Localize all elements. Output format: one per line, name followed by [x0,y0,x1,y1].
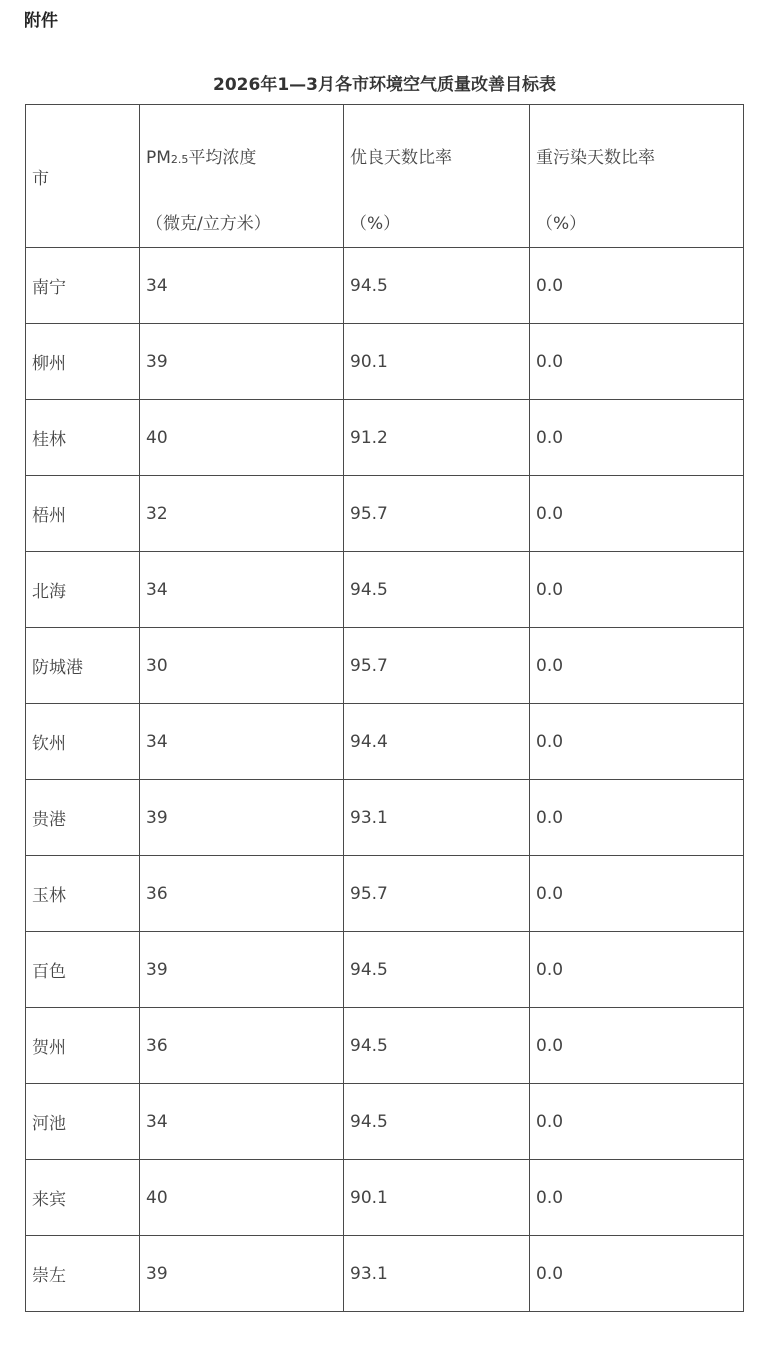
table-row [26,1084,744,1160]
cell-heavy-ratio: 0.0 [530,1008,744,1084]
table-row [26,324,744,400]
header-heavy-days [530,105,744,248]
header-pm25-prefix: PM [146,148,171,168]
header-heavy-days-title: 重污染天数比率 [536,148,655,168]
table-row [26,932,744,1008]
cell-good-ratio: 93.1 [344,780,530,856]
cell-pm25: 36 [140,1008,344,1084]
cell-good-ratio: 90.1 [344,324,530,400]
header-good-days-title: 优良天数比率 [350,148,452,168]
cell-heavy-ratio: 0.0 [530,932,744,1008]
cell-city: 来宾 [26,1160,140,1236]
cell-pm25: 34 [140,1084,344,1160]
cell-city: 南宁 [26,248,140,324]
cell-heavy-ratio: 0.0 [530,400,744,476]
table-row [26,248,744,324]
cell-heavy-ratio: 0.0 [530,856,744,932]
cell-city: 钦州 [26,704,140,780]
table-row [26,552,744,628]
table-row [26,1160,744,1236]
cell-pm25: 34 [140,248,344,324]
cell-heavy-ratio: 0.0 [530,476,744,552]
cell-heavy-ratio: 0.0 [530,1160,744,1236]
cell-pm25: 40 [140,1160,344,1236]
cell-heavy-ratio: 0.0 [530,248,744,324]
cell-heavy-ratio: 0.0 [530,324,744,400]
cell-pm25: 39 [140,780,344,856]
cell-good-ratio: 94.5 [344,1008,530,1084]
table-row [26,1236,744,1312]
cell-city: 河池 [26,1084,140,1160]
header-pm25-title [146,143,256,168]
cell-city: 防城港 [26,628,140,704]
cell-city: 梧州 [26,476,140,552]
cell-pm25: 39 [140,932,344,1008]
cell-pm25: 34 [140,704,344,780]
cell-pm25: 39 [140,324,344,400]
cell-city: 崇左 [26,1236,140,1312]
cell-heavy-ratio: 0.0 [530,628,744,704]
cell-good-ratio: 94.4 [344,704,530,780]
header-good-days [344,105,530,248]
cell-heavy-ratio: 0.0 [530,552,744,628]
attachment-label: 附件 [24,11,58,31]
cell-good-ratio: 91.2 [344,400,530,476]
cell-pm25: 40 [140,400,344,476]
cell-good-ratio: 94.5 [344,932,530,1008]
cell-city: 百色 [26,932,140,1008]
cell-city: 贵港 [26,780,140,856]
table-row [26,704,744,780]
cell-pm25: 30 [140,628,344,704]
table-row [26,476,744,552]
table-header-row [26,105,744,248]
cell-heavy-ratio: 0.0 [530,704,744,780]
cell-pm25: 32 [140,476,344,552]
cell-city: 北海 [26,552,140,628]
cell-good-ratio: 90.1 [344,1160,530,1236]
cell-heavy-ratio: 0.0 [530,1236,744,1312]
header-heavy-days-unit: （%） [536,214,587,234]
cell-good-ratio: 93.1 [344,1236,530,1312]
cell-heavy-ratio: 0.0 [530,780,744,856]
header-pm25-suffix: 平均浓度 [188,148,257,168]
cell-good-ratio: 94.5 [344,1084,530,1160]
header-good-days-unit: （%） [350,214,401,234]
cell-good-ratio: 94.5 [344,248,530,324]
cell-heavy-ratio: 0.0 [530,1084,744,1160]
table-row [26,1008,744,1084]
air-quality-target-table [25,104,744,1312]
cell-city: 柳州 [26,324,140,400]
header-pm25-unit: （微克/立方米） [146,214,271,234]
cell-good-ratio: 95.7 [344,628,530,704]
cell-pm25: 36 [140,856,344,932]
cell-good-ratio: 95.7 [344,476,530,552]
cell-city: 贺州 [26,1008,140,1084]
header-city-label: 市 [32,168,49,189]
cell-good-ratio: 94.5 [344,552,530,628]
table-row [26,780,744,856]
cell-pm25: 39 [140,1236,344,1312]
cell-good-ratio: 95.7 [344,856,530,932]
header-city [26,105,140,248]
header-pm25-subscript: 2.5 [170,153,189,166]
cell-city: 桂林 [26,400,140,476]
page-title: 2026年1—3月各市环境空气质量改善目标表 [213,75,556,95]
header-pm25 [140,105,344,248]
table-row [26,400,744,476]
cell-city: 玉林 [26,856,140,932]
cell-pm25: 34 [140,552,344,628]
table-row [26,856,744,932]
table-row [26,628,744,704]
